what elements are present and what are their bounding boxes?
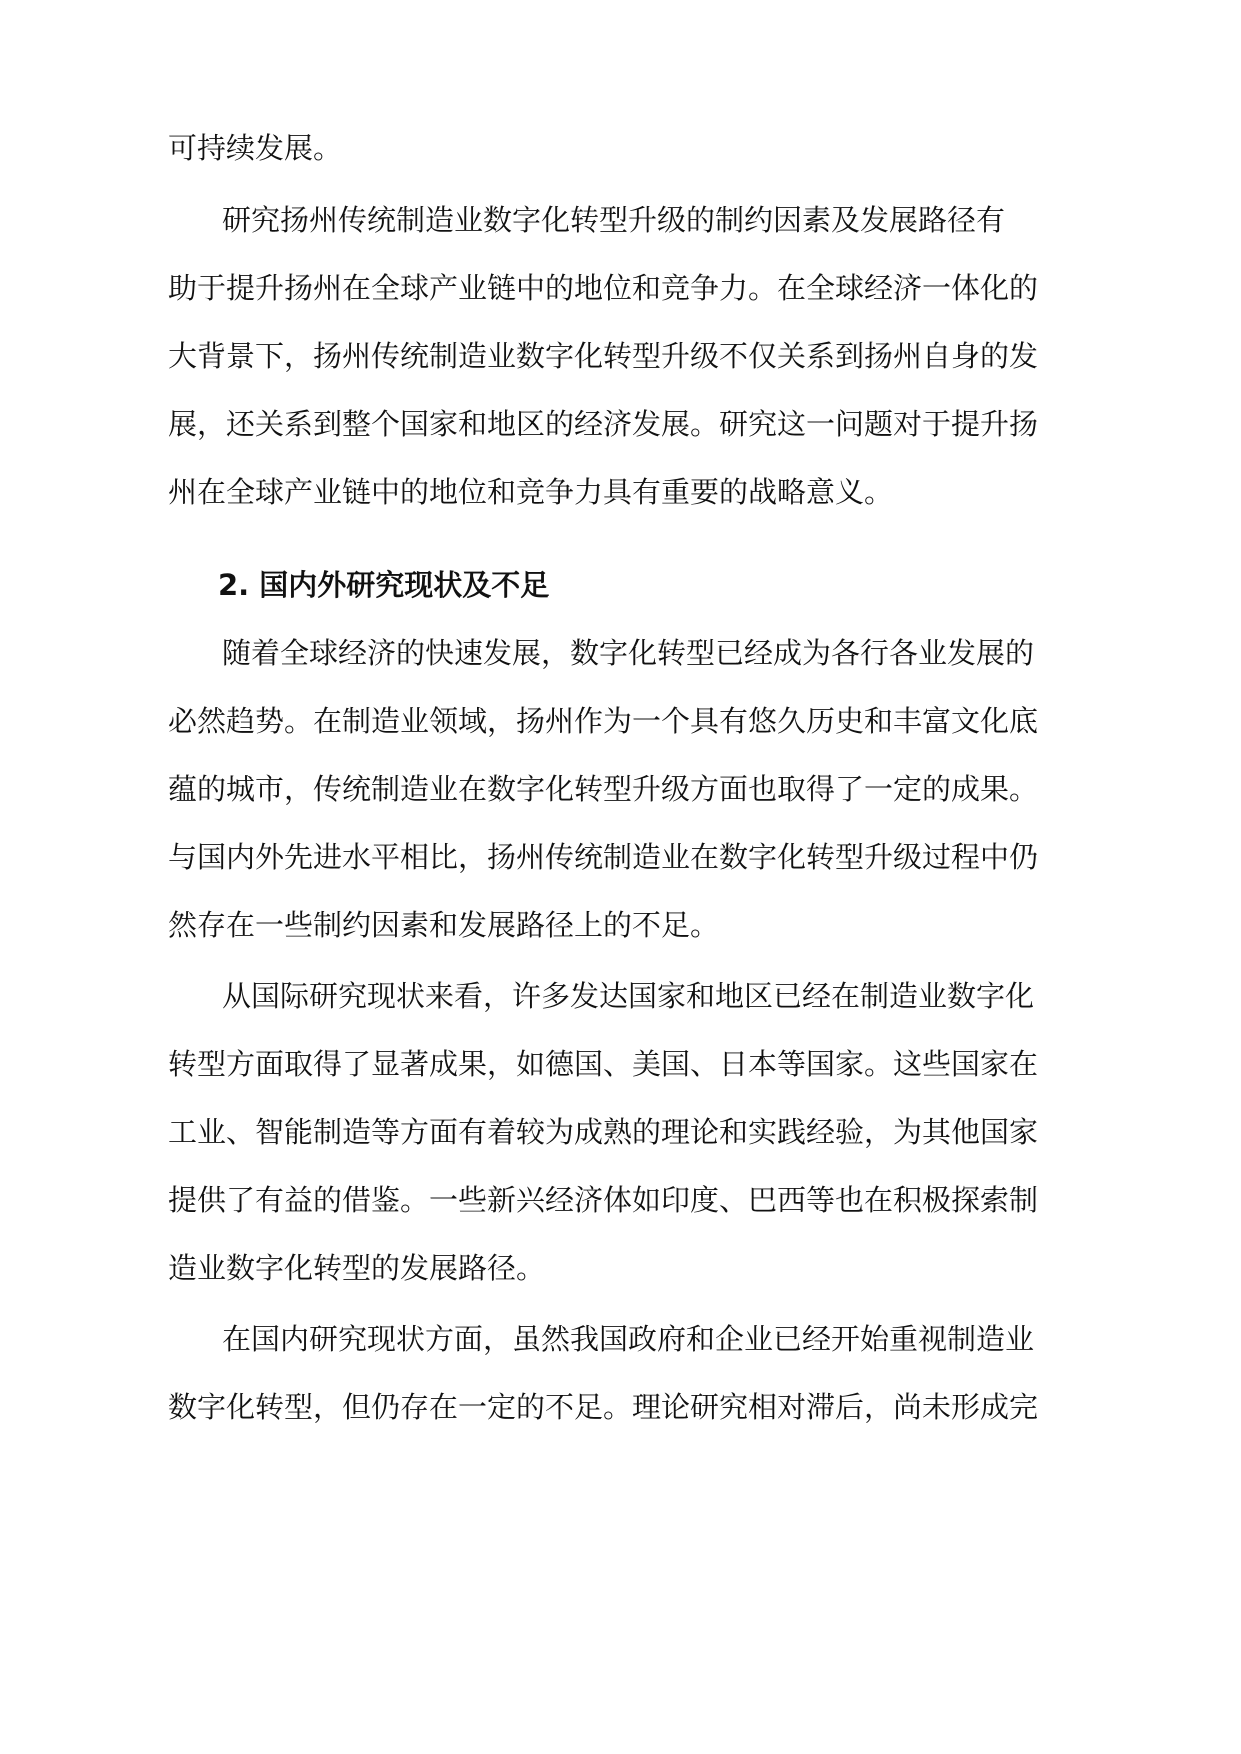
paragraph-line: 展，还关系到整个国家和地区的经济发展。研究这一问题对于提升扬 xyxy=(168,407,1039,441)
paragraph-line: 蕴的城市，传统制造业在数字化转型升级方面也取得了一定的成果。 xyxy=(168,772,1039,806)
paragraph-line: 提供了有益的借鉴。一些新兴经济体如印度、巴西等也在积极探索制 xyxy=(168,1183,1039,1217)
paragraph-line: 随着全球经济的快速发展，数字化转型已经成为各行各业发展的 xyxy=(222,636,1035,670)
paragraph-line: 转型方面取得了显著成果，如德国、美国、日本等国家。这些国家在 xyxy=(168,1047,1039,1081)
paragraph-line: 州在全球产业链中的地位和竞争力具有重要的战略意义。 xyxy=(168,475,894,509)
paragraph-line: 助于提升扬州在全球产业链中的地位和竞争力。在全球经济一体化的 xyxy=(168,271,1039,305)
paragraph-line: 从国际研究现状来看，许多发达国家和地区已经在制造业数字化 xyxy=(222,979,1035,1013)
paragraph-line: 工业、智能制造等方面有着较为成熟的理论和实践经验，为其他国家 xyxy=(168,1115,1039,1149)
paragraph-line: 在国内研究现状方面，虽然我国政府和企业已经开始重视制造业 xyxy=(222,1322,1035,1356)
paragraph-line: 必然趋势。在制造业领域，扬州作为一个具有悠久历史和丰富文化底 xyxy=(168,704,1039,738)
paragraph-line: 与国内外先进水平相比，扬州传统制造业在数字化转型升级过程中仍 xyxy=(168,840,1039,874)
paragraph-line: 数字化转型，但仍存在一定的不足。理论研究相对滞后，尚未形成完 xyxy=(168,1390,1039,1424)
paragraph-line: 大背景下，扬州传统制造业数字化转型升级不仅关系到扬州自身的发 xyxy=(168,339,1039,373)
paragraph-line: 造业数字化转型的发展路径。 xyxy=(168,1251,546,1285)
section-heading: 2. 国内外研究现状及不足 xyxy=(218,568,550,602)
paragraph-line: 然存在一些制约因素和发展路径上的不足。 xyxy=(168,908,720,942)
paragraph-line: 可持续发展。 xyxy=(168,131,343,165)
paragraph-line: 研究扬州传统制造业数字化转型升级的制约因素及发展路径有 xyxy=(222,203,1006,237)
